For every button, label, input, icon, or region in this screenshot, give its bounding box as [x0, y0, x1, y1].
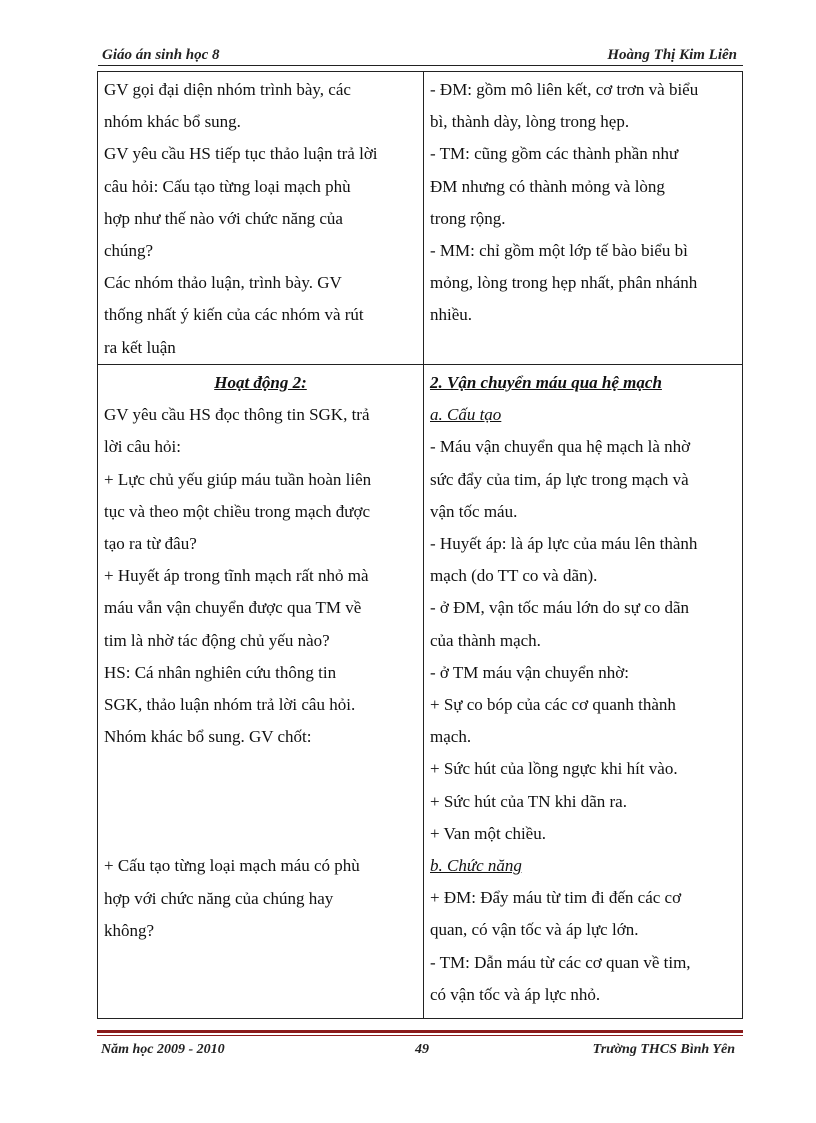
text-line: + Cấu tạo từng loại mạch máu có phù	[104, 856, 360, 876]
activity-heading: Hoạt động 2:	[214, 373, 307, 392]
text-line: tạo ra từ đâu?	[104, 534, 197, 554]
text-line: của thành mạch.	[430, 630, 541, 650]
text-line: có vận tốc và áp lực nhỏ.	[430, 984, 601, 1004]
text-line: nhiều.	[430, 305, 473, 325]
lesson-table	[97, 71, 743, 1019]
text-line: nhóm khác bổ sung.	[104, 112, 241, 132]
text-line: + Sức hút của TN khi dãn ra.	[430, 791, 627, 811]
text-line: - ở ĐM, vận tốc máu lớn do sự co dãn	[430, 598, 690, 618]
text-line: trong rộng.	[430, 208, 506, 228]
header-subject: Giáo án sinh học 8	[102, 47, 220, 63]
page-number: 49	[415, 1042, 429, 1057]
text-line: ra kết luận	[104, 337, 176, 357]
text-line: mạch (do TT co và dãn).	[430, 566, 598, 586]
text-line: - ở TM máu vận chuyển nhờ:	[430, 662, 629, 682]
header-author: Hoàng Thị Kim Liên	[607, 47, 737, 63]
text-line: vận tốc máu.	[430, 501, 518, 521]
teacher-activity-cell	[98, 365, 424, 1019]
text-line: - Máu vận chuyển qua hệ mạch là nhờ	[430, 437, 691, 457]
text-line: GV yêu cầu HS đọc thông tin SGK, trả	[104, 405, 370, 425]
header-divider	[98, 65, 743, 66]
text-line: + ĐM: Đẩy máu từ tim đi đến các cơ	[430, 888, 682, 908]
footer-divider	[97, 1030, 743, 1033]
footer-school-year: Năm học 2009 - 2010	[101, 1042, 225, 1057]
text-line: không?	[104, 920, 155, 940]
text-line: SGK, thảo luận nhóm trả lời câu hỏi.	[104, 695, 356, 715]
text-line: - TM: cũng gồm các thành phần như	[430, 144, 679, 164]
text-line: sức đẩy của tim, áp lực trong mạch và	[430, 469, 689, 489]
text-line: HS: Cá nhân nghiên cứu thông tin	[104, 662, 337, 682]
content-cell	[424, 365, 743, 1019]
footer-school-name: Trường THCS Bình Yên	[592, 1042, 735, 1057]
text-line: + Huyết áp trong tĩnh mạch rất nhỏ mà	[104, 566, 369, 586]
text-line: thống nhất ý kiến của các nhóm và rút	[104, 305, 364, 325]
text-line: ĐM nhưng có thành mỏng và lòng	[430, 176, 665, 196]
text-line: máu vẫn vận chuyển được qua TM về	[104, 598, 362, 618]
text-line: Các nhóm thảo luận, trình bày. GV	[104, 273, 342, 293]
content-cell	[424, 72, 743, 365]
footer-divider-thin	[97, 1035, 743, 1036]
text-line: chúng?	[104, 241, 154, 261]
text-line: Nhóm khác bổ sung. GV chốt:	[104, 727, 312, 747]
table-row	[98, 72, 743, 365]
blank-space	[104, 753, 417, 850]
page-header	[98, 44, 743, 66]
text-line: - TM: Dẫn máu từ các cơ quan về tim,	[430, 952, 691, 972]
subsection-heading-function: b. Chức năng	[430, 856, 522, 876]
text-line: hợp như thế nào với chức năng của	[104, 208, 343, 228]
text-line: tục và theo một chiều trong mạch được	[104, 501, 371, 521]
text-line: mỏng, lòng trong hẹp nhất, phân nhánh	[430, 273, 698, 293]
text-line: mạch.	[430, 727, 472, 747]
subsection-heading-structure: a. Cấu tạo	[430, 405, 502, 425]
text-line: - MM: chỉ gồm một lớp tế bào biểu bì	[430, 241, 688, 261]
text-line: quan, có vận tốc và áp lực lớn.	[430, 920, 639, 940]
text-line: + Van một chiều.	[430, 823, 546, 843]
text-line: câu hỏi: Cấu tạo từng loại mạch phù	[104, 176, 351, 196]
text-line: GV yêu cầu HS tiếp tục thảo luận trả lời	[104, 144, 378, 164]
text-line: - ĐM: gồm mô liên kết, cơ trơn và biểu	[430, 80, 699, 99]
text-line: hợp với chức năng của chúng hay	[104, 888, 334, 908]
text-line: GV gọi đại diện nhóm trình bày, các	[104, 80, 351, 99]
text-line: + Sự co bóp của các cơ quanh thành	[430, 695, 676, 715]
text-line: lời câu hỏi:	[104, 437, 181, 457]
text-line: - Huyết áp: là áp lực của máu lên thành	[430, 534, 698, 554]
teacher-activity-cell	[98, 72, 424, 365]
text-line: + Sức hút của lồng ngực khi hít vào.	[430, 759, 678, 779]
text-line: + Lực chủ yếu giúp máu tuần hoàn liên	[104, 469, 372, 489]
text-line: bì, thành dày, lòng trong hẹp.	[430, 112, 630, 132]
section-heading: 2. Vận chuyển máu qua hệ mạch	[430, 373, 662, 392]
table-row	[98, 365, 743, 1019]
page-footer	[97, 1040, 743, 1062]
text-line: tim là nhờ tác động chủ yếu nào?	[104, 630, 330, 650]
